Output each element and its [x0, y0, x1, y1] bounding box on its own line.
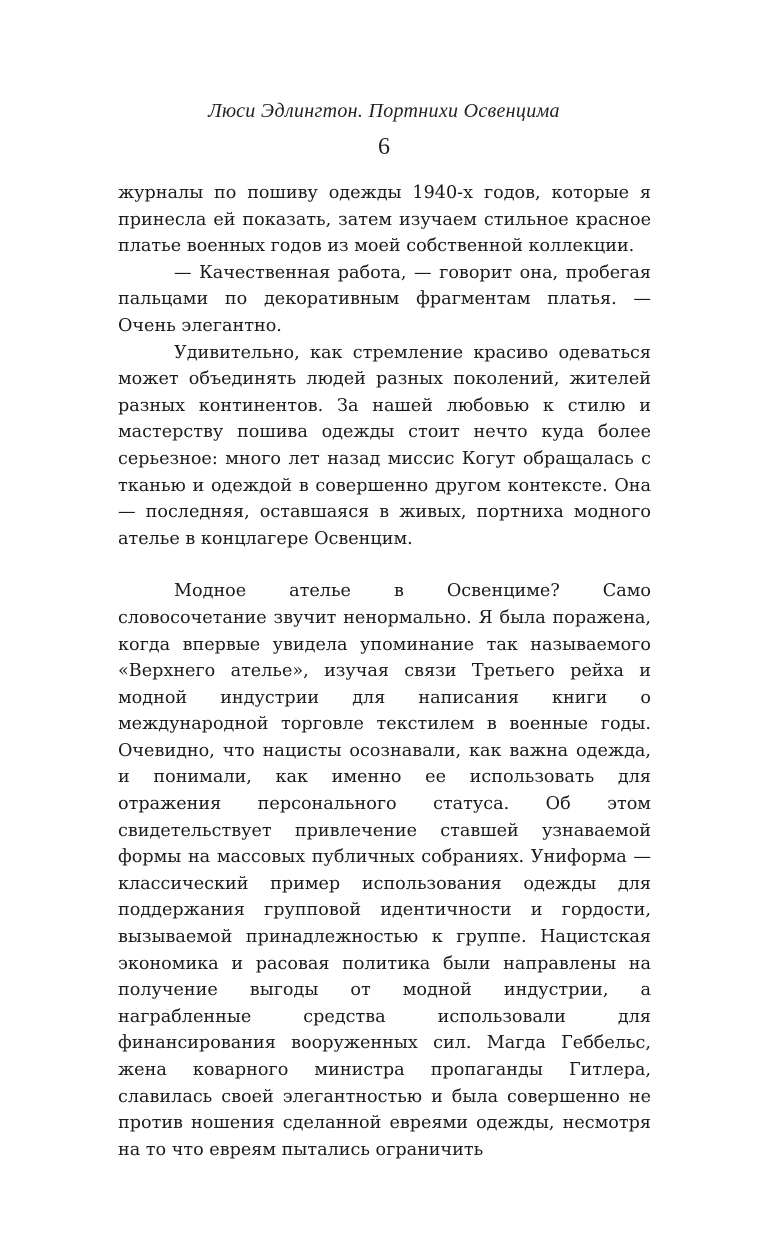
paragraph-continuation: журналы по пошиву одежды 1940-х годов, которые я принесла ей показать, затем изучаем стильное красное платье военных годов из моей собственной коллекции. [118, 183, 651, 257]
body-text [118, 180, 651, 1163]
paragraph-fashion-atelier: Модное ателье в Освенциме? Само словосочетание звучит ненормально. Я была поражена, когда впервые увидела упоминание так называемого «Верхнего ателье», изучая связи Третьего рейха и модной индустрии для написания книги о международной торговле текстилем в военные годы. Очевидно, что нацисты осознавали, как важна одежда, и понимали, как именно ее использовать для отражения персонального статуса. Об этом свидетельствует привлечение ставшей узнаваемой формы на массовых публичных собраниях. Униформа — классический пример использования одежды для поддержания групповой идентичности и гордости, вызываемой принадлежностью к группе. Нацистская экономика и расовая политика были направлены на получение выгоды от модной индустрии, а награбленные средства использовали для финансирования вооруженных сил. Магда Геббельс, жена коварного министра пропаганды Гитлера, славилась своей элегантностью и была совершенно не против ношения сделанной евреями одежды, несмотря на то что евреям пытались ограничить [118, 581, 651, 1160]
paragraph-dialogue: — Качественная работа, — говорит она, пробегая пальцами по декоративным фрагментам платья. — Очень элегантно. [118, 262, 651, 336]
page-number: 6 [378, 134, 390, 160]
running-header-title: Люси Эдлингтон. Портнихи Освенцима [208, 100, 560, 122]
paragraph-reflection: Удивительно, как стремление красиво одеваться может объединять людей разных поколений, жителей разных континентов. За нашей любовью к стилю и мастерству пошива одежды стоит нечто куда более серьезное: много лет назад миссис Когут обращалась с тканью и одеждой в совершенно другом контексте. Она — последняя, оставшаяся в живых, портниха модного ателье в концлагере Освенцим. [118, 342, 651, 549]
